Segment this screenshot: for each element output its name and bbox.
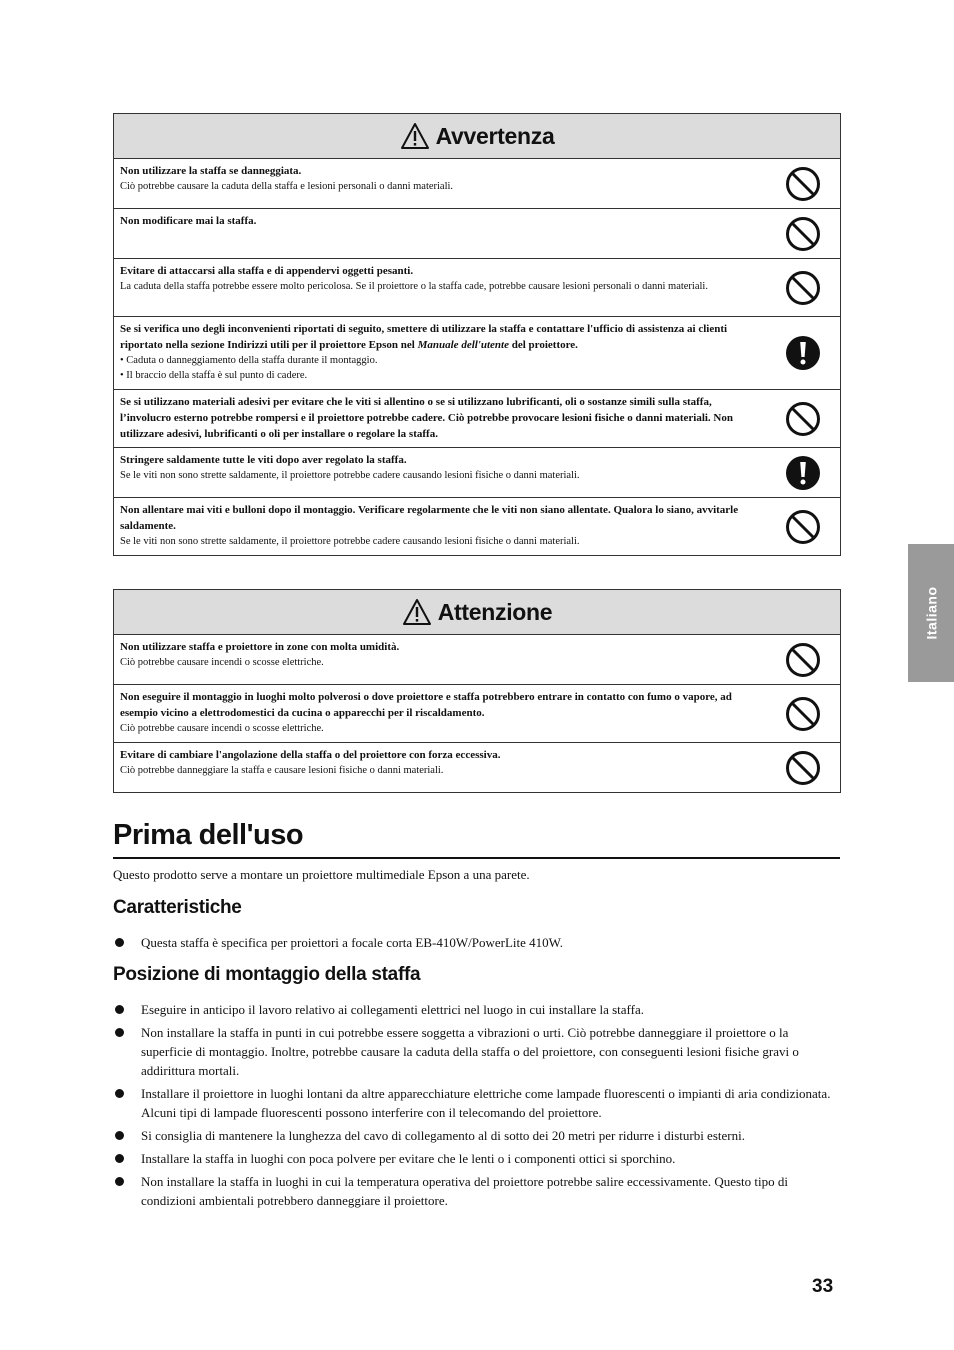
warning-row-bullet: • Caduta o danneggiamento della staffa durante il montaggio. xyxy=(120,355,378,366)
section-title: Prima dell'uso xyxy=(113,815,840,859)
prohibition-icon xyxy=(785,750,821,786)
caution-row-body: Ciò potrebbe danneggiare la staffa e causare lesioni fisiche o danni materiali. xyxy=(120,765,444,776)
bullet-icon xyxy=(115,1089,124,1098)
warning-row xyxy=(114,159,840,209)
features-heading: Caratteristiche xyxy=(113,897,242,918)
bullet-icon xyxy=(115,1028,124,1037)
warning-row-heading xyxy=(120,321,758,353)
bullet-icon xyxy=(115,1177,124,1186)
warning-triangle-icon xyxy=(400,122,430,150)
warning-row-heading: Non utilizzare la staffa se danneggiata. xyxy=(120,165,302,177)
language-tab-label: Italiano xyxy=(923,586,940,640)
language-tab xyxy=(908,544,954,682)
caution-row-heading: Non utilizzare staffa e proiettore in zone con molta umidità. xyxy=(120,641,400,653)
warning-row-heading: Non modificare mai la staffa. xyxy=(120,215,257,227)
prohibition-icon xyxy=(785,401,821,437)
caution-row-body: Ciò potrebbe causare incendi o scosse elettriche. xyxy=(120,657,324,668)
caution-row xyxy=(114,743,840,792)
caution-box-title: Attenzione xyxy=(437,598,553,625)
list-item-text: Installare il proiettore in luoghi lontani da altre apparecchiature elettriche come lampade fluorescenti o impianti di aria condizionata. Alcuni tipi di lampade fluorescenti possono interferire con il telecomando del proiettore. xyxy=(141,1086,831,1120)
warning-row-body: Ciò potrebbe causare la caduta della staffa e lesioni personali o danni materiali. xyxy=(120,181,454,192)
warning-row xyxy=(114,209,840,259)
list-item-text: Eseguire in anticipo il lavoro relativo ai collegamenti elettrici nel luogo in cui installare la staffa. xyxy=(141,1002,644,1017)
warning-triangle-icon xyxy=(402,598,432,626)
prohibition-icon xyxy=(785,270,821,306)
warning-box-title: Avvertenza xyxy=(435,122,555,149)
list-item-text: Installare la staffa in luoghi con poca polvere per evitare che le lenti o i componenti ottici si sporchino. xyxy=(141,1151,676,1166)
caution-row-heading: Evitare di cambiare l'angolazione della staffa o del proiettore con forza eccessiva. xyxy=(120,749,501,761)
list-item xyxy=(113,1023,840,1080)
list-item xyxy=(113,933,840,952)
warning-row xyxy=(114,390,840,448)
list-item xyxy=(113,1084,840,1122)
warning-row xyxy=(114,259,840,317)
caution-row xyxy=(114,635,840,685)
section-intro: Questo prodotto serve a montare un proiettore multimediale Epson a una parete. xyxy=(113,867,530,882)
heading-part: Se si verifica uno degli inconvenienti riportati di seguito, smettere di utilizzare la staffa e contattare l'ufficio di assistenza ai clienti riportato nella sezione Indirizzi utili per il proiettore Epson nel xyxy=(120,323,728,351)
bullet-icon xyxy=(115,938,124,947)
bullet-icon xyxy=(115,1005,124,1014)
page-number: 33 xyxy=(812,1276,834,1297)
list-item xyxy=(113,1172,840,1210)
list-item-text: Si consiglia di mantenere la lunghezza del cavo di collegamento al di sotto dei 20 metri per ridurre i disturbi esterni. xyxy=(141,1128,745,1143)
warning-row-heading: Non allentare mai viti e bulloni dopo il montaggio. Verificare regolarmente che le viti non siano allentate. Qualora lo siano, avvitarle saldamente. xyxy=(120,504,739,532)
warning-row-heading: Se si utilizzano materiali adesivi per evitare che le viti si allentino o se si utilizzano lubrificanti, oli o sostanze simili sulla staffa, l’involucro esterno potrebbe rompersi e il proiettore potrebbe cadere. Ciò potrebbe provocare lesioni fisiche o danni materiali. Non utilizzare adesivi, lubrificanti o oli per installare o regolare la staffa. xyxy=(120,396,733,440)
caution-box-header xyxy=(114,590,840,635)
prohibition-icon xyxy=(785,696,821,732)
warning-row-body: Se le viti non sono strette saldamente, il proiettore potrebbe cadere causando lesioni fisiche o danni materiali. xyxy=(120,536,580,547)
manual-title: Manuale dell'utente xyxy=(417,339,509,351)
caution-row xyxy=(114,685,840,743)
features-list xyxy=(113,933,840,956)
warning-row-body: Se le viti non sono strette saldamente, il proiettore potrebbe cadere causando lesioni fisiche o danni materiali. xyxy=(120,470,580,481)
warning-row xyxy=(114,498,840,555)
warning-box xyxy=(113,113,841,556)
mandatory-icon xyxy=(785,455,821,491)
list-item-text: Non installare la staffa in luoghi in cui la temperatura operativa del proiettore potrebbe salire eccessivamente. Questo tipo di condizioni ambientali potrebbero danneggiare il proiettore. xyxy=(141,1174,789,1208)
prohibition-icon xyxy=(785,509,821,545)
warning-box-header xyxy=(114,114,840,159)
warning-row-body: La caduta della staffa potrebbe essere molto pericolosa. Se il proiettore o la staffa cade, potrebbe causare lesioni personali o danni materiali. xyxy=(120,281,708,292)
mounting-heading: Posizione di montaggio della staffa xyxy=(113,964,421,985)
caution-row-body: Ciò potrebbe causare incendi o scosse elettriche. xyxy=(120,723,324,734)
prohibition-icon xyxy=(785,166,821,202)
warning-row-heading: Evitare di attaccarsi alla staffa e di appendervi oggetti pesanti. xyxy=(120,265,414,277)
caution-box xyxy=(113,589,841,793)
heading-part: del proiettore. xyxy=(508,339,578,351)
mandatory-icon xyxy=(785,335,821,371)
prohibition-icon xyxy=(785,642,821,678)
list-item-text: Questa staffa è specifica per proiettori a focale corta EB-410W/PowerLite 410W. xyxy=(141,935,563,950)
caution-row-heading: Non eseguire il montaggio in luoghi molto polverosi o dove proiettore e staffa potrebbero entrare in contatto con fumo o vapore, ad esempio vicino a elettrodomestici da cucina o apparecchi per il riscaldamento. xyxy=(120,691,732,719)
list-item xyxy=(113,1000,840,1019)
mounting-list xyxy=(113,1000,840,1214)
list-item xyxy=(113,1149,840,1168)
warning-row-heading: Stringere saldamente tutte le viti dopo aver regolato la staffa. xyxy=(120,454,407,466)
bullet-icon xyxy=(115,1131,124,1140)
list-item-text: Non installare la staffa in punti in cui potrebbe essere soggetta a vibrazioni o urti. Ciò potrebbe danneggiare il proiettore o la superficie di montaggio. Inoltre, potrebbe causare la caduta della staffa o del proiettore, con conseguenti lesioni fisiche gravi o addirittura mortali. xyxy=(141,1025,799,1078)
list-item xyxy=(113,1126,840,1145)
bullet-icon xyxy=(115,1154,124,1163)
prohibition-icon xyxy=(785,216,821,252)
warning-row xyxy=(114,317,840,390)
warning-row-bullet: • Il braccio della staffa è sul punto di cadere. xyxy=(120,370,308,381)
warning-row xyxy=(114,448,840,498)
